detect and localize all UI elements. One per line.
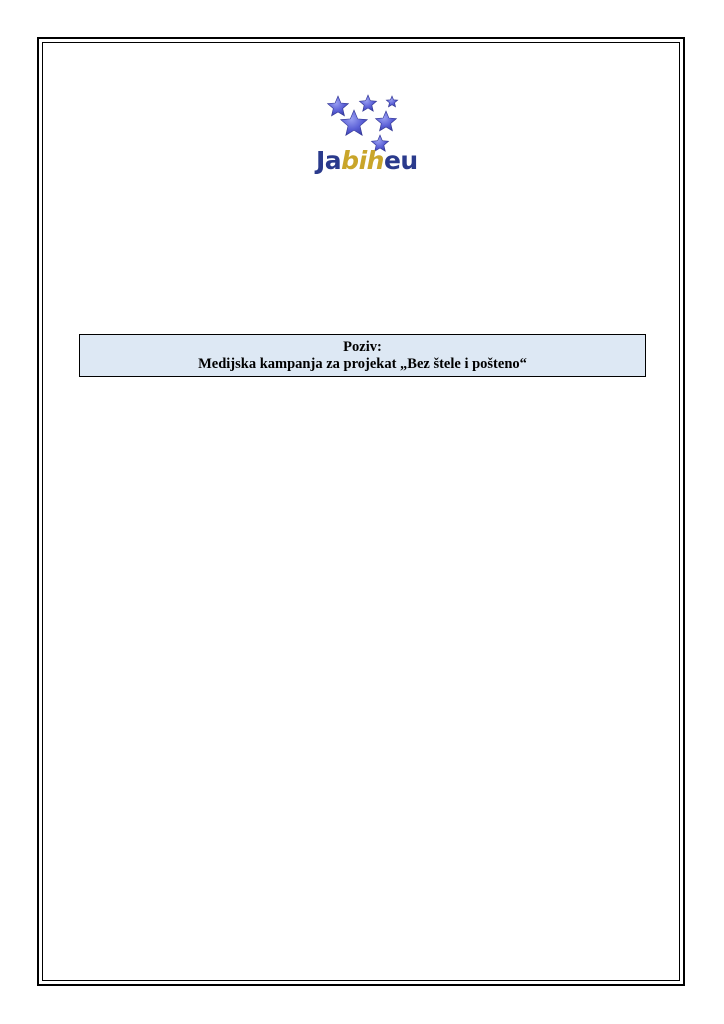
logo-text-part1: Ja — [316, 146, 342, 175]
stars-icon — [310, 92, 414, 152]
title-box — [79, 334, 646, 377]
logo — [310, 92, 418, 184]
star-icon — [359, 95, 376, 111]
title-line-2: Medijska kampanja za projekat „Bez štele i pošteno“ — [198, 356, 527, 372]
logo-text — [316, 146, 418, 176]
star-icon — [341, 110, 368, 135]
logo-text-part3: eu — [383, 146, 418, 175]
star-icon — [376, 111, 397, 131]
logo-text-part2: bih — [341, 146, 384, 175]
star-icon — [328, 96, 349, 116]
title-line-1: Poziv: — [343, 339, 382, 355]
star-icon — [386, 96, 397, 107]
